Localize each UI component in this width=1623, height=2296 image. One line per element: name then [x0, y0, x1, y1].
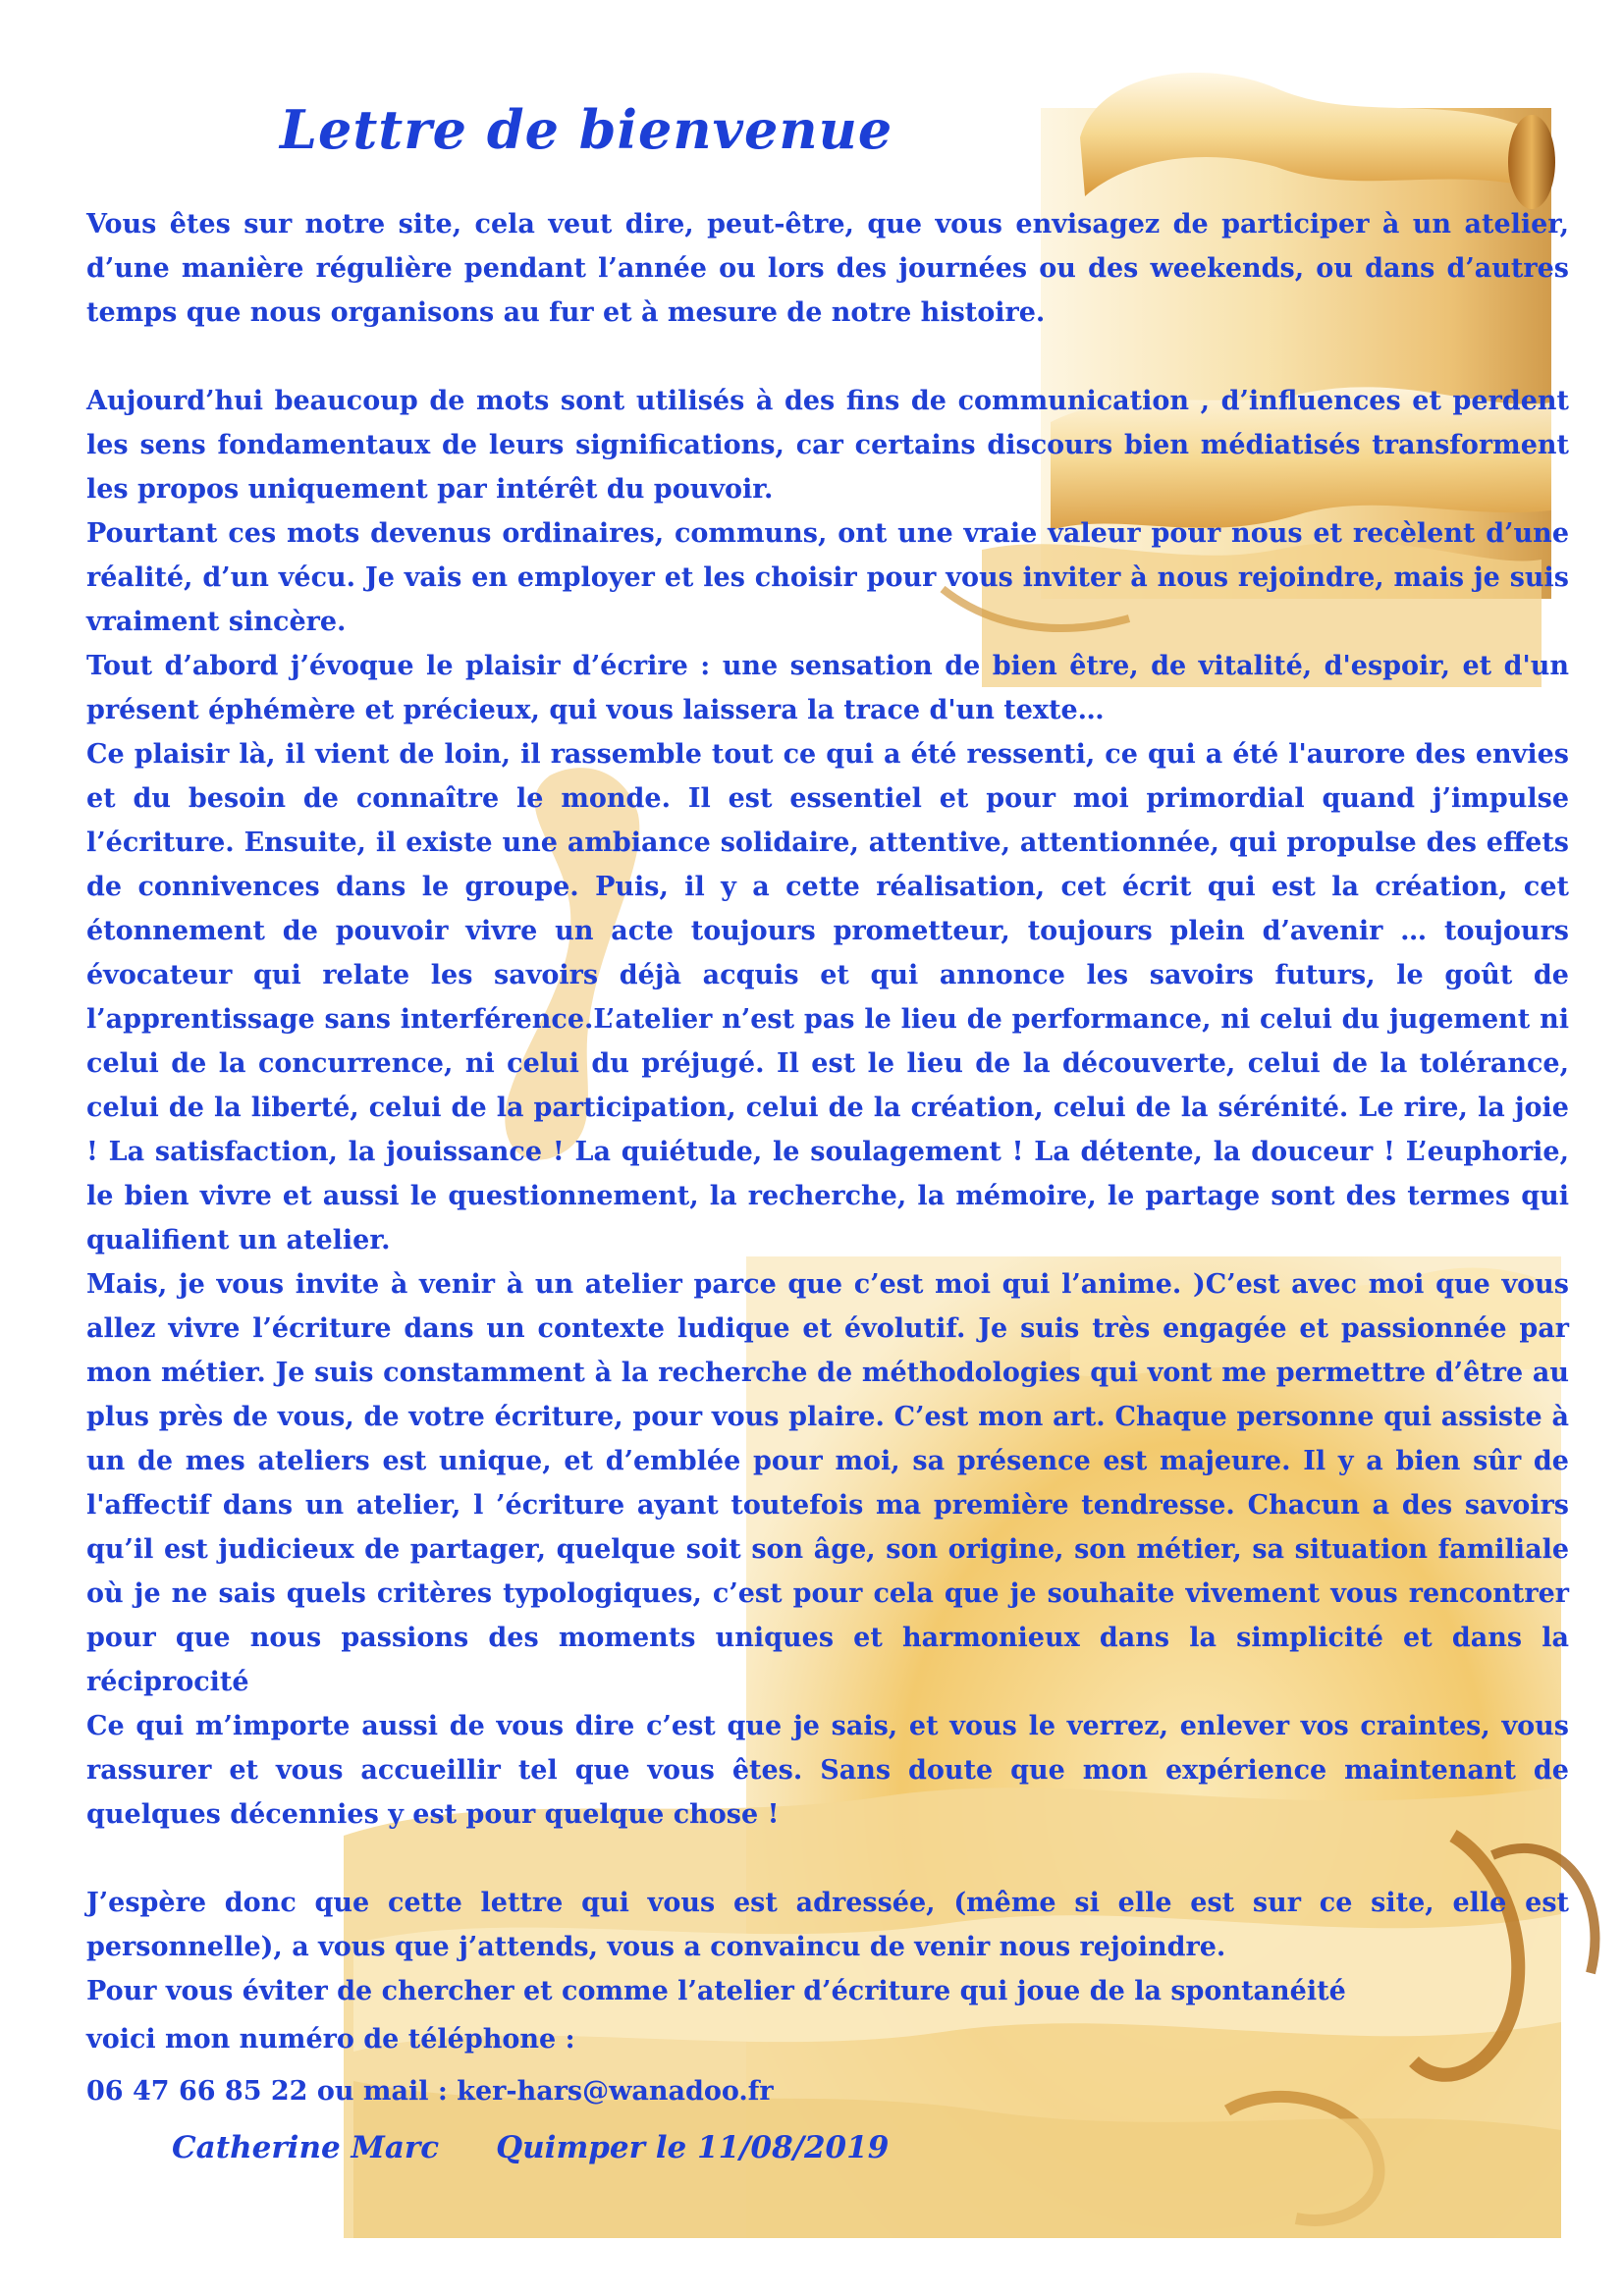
paragraph-spacer: [86, 1837, 1569, 1881]
hope-paragraph: J’espère donc que cette lettre qui vous est adressée, (même si elle est sur ce site, elle est personnelle), a vous que j’attends, vous a convaincu de venir nous rejoindre.: [86, 1888, 1569, 1962]
letter-body: [86, 202, 1569, 2113]
ordinary-words-paragraph: Pourtant ces mots devenus ordinaires, communs, ont une vraie valeur pour nous et recèlent d’une réalité, d’un vécu. Je vais en employer et les choisir pour vous inviter à nous rejoindre, mais je suis vraiment sincère.: [86, 518, 1569, 637]
writing-pleasure-paragraph: Tout d’abord j’évoque le plaisir d’écrire : une sensation de bien être, de vitalité, d'espoir, et d'un présent éphémère et précieux, qui vous laissera la trace d'un texte…: [86, 651, 1569, 725]
signature: [172, 2130, 889, 2165]
page-title: Lettre de bienvenue: [280, 98, 893, 161]
reassurance-paragraph: Ce qui m’importe aussi de vous dire c’est que je sais, et vous le verrez, enlever vos craintes, vous rassurer et vous accueillir tel que vous êtes. Sans doute que mon expérience maintenant de quelques décennies y est pour quelque chose !: [86, 1711, 1569, 1830]
signature-place-date: Quimper le 11/08/2019: [496, 2130, 890, 2165]
invitation-paragraph: Mais, je vous invite à venir à un atelier parce que c’est moi qui l’anime. )C’est avec moi que vous allez vivre l’écriture dans un contexte ludique et évolutif. Je suis très engagée et passionnée par mon métier. Je suis constamment à la recherche de méthodologies qui vont me permettre d’être au plus près de vous, de votre écriture, pour vous plaire. C’est mon art. Chaque personne qui assiste à un de mes ateliers est unique, et d’emblée pour moi, sa présence est majeure. Il y a bien sûr de l'affectif dans un atelier, l ’écriture ayant toutefois ma première tendresse. Chacun a des savoirs qu’il est judicieux de partager, quelque soit son âge, son origine, son métier, sa situation familiale où je ne sais quels critères typologiques, c’est pour cela que je souhaite vivement vous rencontrer pour que nous passions des moments uniques et harmonieux dans la simplicité et dans la réciprocité: [86, 1269, 1569, 1697]
intro-paragraph: Vous êtes sur notre site, cela veut dire, peut-être, que vous envisagez de participer à un atelier, d’une manière régulière pendant l’année ou lors des journées ou des weekends, ou dans d’autres temps que nous organisons au fur et à mesure de notre histoire.: [86, 209, 1569, 328]
signature-name: Catherine Marc: [172, 2130, 440, 2165]
atelier-description-paragraph: Ce plaisir là, il vient de loin, il rassemble tout ce qui a été ressenti, ce qui a été l'aurore des envies et du besoin de connaître le monde. Il est essentiel et pour moi primordial quand j’impulse l’écriture. Ensuite, il existe une ambiance solidaire, attentive, attentionnée, qui propulse des effets de connivences dans le groupe. Puis, il y a cette réalisation, cet écrit qui est la création, cet étonnement de pouvoir vivre un acte toujours prometteur, toujours plein d’avenir … toujours évocateur qui relate les savoirs déjà acquis et qui annonce les savoirs futurs, le goût de l’apprentissage sans interférence.L’atelier n’est pas le lieu de performance, ni celui du jugement ni celui de la concurrence, ni celui du préjugé. Il est le lieu de la découverte, celui de la tolérance, celui de la liberté, celui de la participation, celui de la création, celui de la sérénité. Le rire, la joie ! La satisfaction, la jouissance ! La quiétude, le soulagement ! La détente, la douceur ! L’euphorie, le bien vivre et aussi le questionnement, la recherche, la mémoire, le partage sont des termes qui qualifient un atelier.: [86, 739, 1569, 1255]
words-paragraph: Aujourd’hui beaucoup de mots sont utilisés à des fins de communication , d’influences et perdent les sens fondamentaux de leurs significations, car certains discours bien médiatisés transforment les propos uniquement par intérêt du pouvoir.: [86, 386, 1569, 505]
phone-intro: voici mon numéro de téléphone :: [86, 2024, 575, 2055]
contact-line: 06 47 66 85 22 ou mail : ker-hars@wanadoo.fr: [86, 2076, 774, 2107]
spontaneity-paragraph: Pour vous éviter de chercher et comme l’atelier d’écriture qui joue de la spontanéité: [86, 1976, 1346, 2006]
paragraph-spacer: [86, 335, 1569, 379]
